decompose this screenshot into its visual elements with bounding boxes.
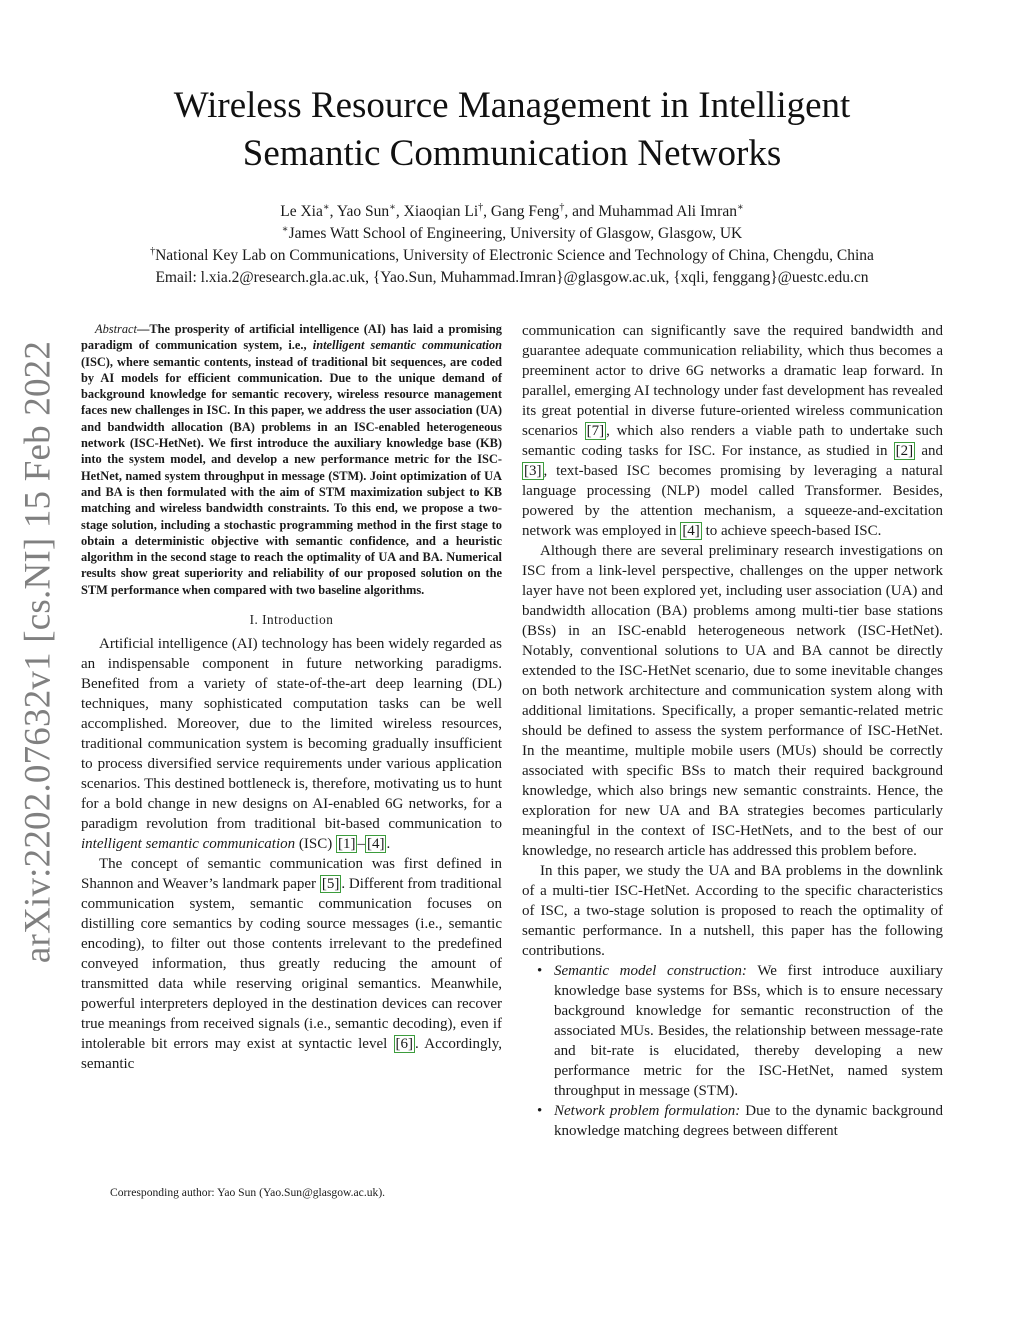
citation-link[interactable]: [5] (321, 876, 340, 893)
intro-paragraph-2: The concept of semantic communication was first defined in Shannon and Weaver’s landmark paper [5] . Different from traditional communication system, semantic communication focuses on distilling core semantics by coding source messages (i.e., semantic encoding), to filter out those contents irrelevant to the predefined conveyed information, thus greatly reducing the amount of transmitted data while reserving original semantics. Meanwhile, powerful interpreters deployed in the destination devices can recover true meanings from received signals (i.e., semantic decoding), even if intolerable bit errors may exist at syntactic level [6] . Accordingly, semantic (81, 856, 502, 1073)
affiliation-uestc: †National Key Lab on Communications, University of Electronic Science and Technology of China, Chengdu, China (150, 245, 874, 264)
abstract-label: Abstract (95, 322, 137, 336)
citation-link[interactable]: [2] (895, 443, 914, 459)
arxiv-identifier: arXiv:2202.07632v1 [cs.NI] 15 Feb 2022 (17, 340, 59, 964)
intro-paragraph-5: In this paper, we study the UA and BA problems in the downlink of a multi-tier ISC-HetNet. According to the specific characteristics of ISC, a two-stage solution is proposed to reach the optimality of semantic performance. In a nutshell, this paper has the following contributions. (522, 863, 943, 959)
author-list: Le Xia∗, Yao Sun∗, Xiaoqian Li†, Gang Feng†, and Muhammad Ali Imran∗ (280, 201, 744, 220)
title-line-2: Semantic Communication Networks (242, 133, 782, 174)
title-line-1: Wireless Resource Management in Intelligent (173, 85, 851, 126)
author-name: Le Xia (280, 203, 323, 220)
citation-link[interactable]: [4] (366, 836, 385, 853)
intro-paragraph-4: Although there are several preliminary research investigations on ISC from a link-level perspective, challenges on the upper network layer have not been explored yet, including user association (UA) and bandwidth allocation (BA) problems among multi-tier base stations (BSs) in an ISC-enabld heterogeneous network (ISC-HetNet). Notably, conventional solutions to UA and BA cannot be directly extended to the ISC-HetNet scenario, due to some inevitable changes on both network architecture and communication system along with additional limitations. Specifically, a proper semantic-related metric should be defined to assess the system performance of ISC-HetNet. In the meantime, multiple mobile users (MUs) should be correctly associated with specific BSs to match their required background knowledge, which also brings new semantic constraints. Hence, the exploration for new UA and BA strategies becomes particularly meaningful in the context of ISC-HetNets, and to the best of our knowledge, no research article has addressed this problem before. (522, 543, 943, 859)
section-heading-introduction: I. Introduction (249, 612, 334, 628)
author-name: Gang Feng (490, 203, 560, 220)
contribution-item: • Semantic model construction: We first introduce auxiliary knowledge base systems for BSs, which is to ensure necessary background knowledge for semantic reconstruction of the associated MUs. Besides, the relationship between message-rate and bit-rate is elucidated, thereby developing a new performance metric for the ISC-HetNet, named system throughput in message (STM). (537, 963, 943, 1099)
affiliation-glasgow: ∗James Watt School of Engineering, University of Glasgow, Glasgow, UK (281, 223, 743, 242)
contribution-item: • Network problem formulation: Due to the dynamic background knowledge matching degrees between different (537, 1103, 943, 1139)
citation-link[interactable]: [7] (586, 423, 605, 439)
citation-link[interactable]: [3] (524, 463, 542, 479)
author-block (80, 201, 944, 289)
left-column (81, 321, 502, 1074)
citation-link[interactable]: [6] (395, 1036, 414, 1053)
arxiv-sidebar (8, 340, 68, 964)
intro-paragraph-3: communication can significantly save the required bandwidth and guarantee adequate communication reliability, which thus becomes a preeminent actor to drive 6G networks a dramatic leap forward. In parallel, emerging AI technology under fast development has revealed its great potential in diverse future-oriented wireless communication scenarios [7] , which also renders a viable path to undertake such semantic coding tasks for ISC. For instance, as studied in [2] and [3] , text-based ISC becomes promising by leveraging a natural language processing (NLP) model called Transformer. Besides, powered by the attention mechanism, a squeeze-and-excitation network was employed in [4] to achieve speech-based ISC. (522, 323, 944, 539)
bullet-icon: • (537, 1103, 543, 1119)
citation-link[interactable]: [4] (682, 523, 700, 539)
citation-link[interactable]: [1] (337, 836, 356, 853)
author-name: Muhammad Ali Imran (598, 203, 737, 220)
paper-title (100, 82, 924, 178)
author-name: Yao Sun (336, 203, 390, 220)
intro-paragraph-1: Artificial intelligence (AI) technology has been widely regarded as an indispensable component in future networking paradigms. Benefited from a variety of state-of-the-art deep learning (DL) techniques, many sophisticated computation tasks can be well accomplished. Moreover, due to the limited wireless resources, traditional communication system is becoming gradually insufficient to process diversified service requirements under various application scenarios. This destined bottleneck is, therefore, motivating us to hunt for a bold change in new designs on AI-enabled 6G networks, for a paradigm revolution from traditional bit-based communication to intelligent semantic communication (ISC) [1] – [4] . (81, 636, 502, 853)
author-emails: Email: l.xia.2@research.gla.ac.uk, {Yao.Sun, Muhammad.Imran}@glasgow.ac.uk, {xqli, fenggang}@uestc.edu.cn (155, 269, 869, 286)
author-name: Xiaoqian Li (403, 203, 479, 220)
bullet-icon: • (537, 963, 543, 979)
right-column (522, 321, 943, 1141)
contributions-list (522, 961, 943, 1141)
abstract: Abstract—The prosperity of artificial intelligence (AI) has laid a promising paradigm of communication system, i.e., intelligent semantic communication (ISC), where semantic contents, instead of traditional bit sequences, are coded by AI models for efficient communication. Due to the unique demand of background knowledge for semantic recovery, wireless resource management faces new challenges in ISC. In this paper, we address the user association (UA) and bandwidth allocation (BA) problems in an ISC-enabled heterogeneous network (ISC-HetNet). We first introduce the auxiliary knowledge base (KB) into the system model, and develop a new performance metric for the ISC-HetNet, named system throughput in message (STM). Joint optimization of UA and BA is then formulated with the aim of STM maximization subject to KB matching and wireless bandwidth constraints. To this end, we propose a two-stage solution, including a stochastic programming method in the first stage to obtain a deterministic objective with semantic confidence, and a heuristic algorithm in the second stage to reach the optimality of UA and BA. Numerical results show great superiority and reliability of our proposed solution on the STM performance when compared with two baseline algorithms. (81, 322, 502, 597)
footnote-corresponding-author: Corresponding author: Yao Sun (Yao.Sun@glasgow.ac.uk). (110, 1186, 386, 1199)
